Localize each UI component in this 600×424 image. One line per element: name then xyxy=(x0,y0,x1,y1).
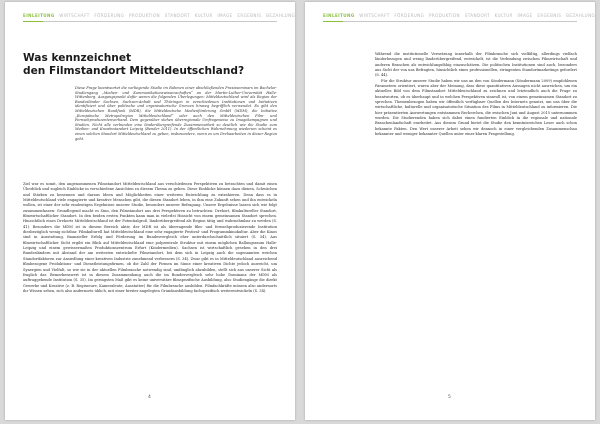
nav-item-foerderung[interactable]: FÖRDERUNG xyxy=(94,13,125,18)
nav-item-kultur[interactable]: KULTUR xyxy=(194,13,213,18)
nav-item-einleitung[interactable]: EINLEITUNG xyxy=(323,13,355,18)
page-title-line-2: den Filmstandort Mitteldeutschland? xyxy=(23,64,245,77)
nav-item-standort[interactable]: STANDORT xyxy=(164,13,190,18)
page-title-line-1: Was kennzeichnet xyxy=(23,52,132,64)
header-rule-accent-right xyxy=(323,21,343,22)
nav-item-einleitung[interactable]: EINLEITUNG xyxy=(23,13,55,18)
body-paragraph: Ziel war es somit, den angenommenen Filmstandort Mitteldeutschland aus verschiedenen Perspektiven zu betrachten und damit einen Überblick und zugleich Einblicke in verschiedene Ansichten zu diesem Thema zu geben. Diese Einblicke können dazu dienen, Schwächen und Stärken zu benennen und daraus Ideen und Möglichkeiten einer weiteren Entwicklung zu extrahieren. Denn dass es in Mitteldeutschland viele engagierte und kreative Menschen gibt, die diesen Standort leben, in ihm eine Zukunft sehen und ihn entwickeln wollen, ist einer der sehr eindeutigen Ergebnisse unserer Studie, besonders unserer Befragung. Unsere Ergebnisse lassen sich wie folgt zusammenfassen: Grundlegend macht es Sinn, den Filmstandort aus drei Perspektiven zu betrachten: Drehort, filmkultureller Standort, filmwirtschaftlicher Standort. In den beiden ersten Punkten kann man in vielerlei Hinsicht von einem gemeinsamen Standort sprechen. Hinsichtlich eines Drehorts Mitteldeutschland ist der Potentialgroß, länderübergreifend als Region tätig und wahrnehmbar zu werden (S. 41). Besonders die MDM ist in diesem Bereich aktiv, der MDR ist als überragende film- und fernsehproduzierende Institution diesbezüglich wenig sichtbar. Filmkulturell hat Mitteldeutschland eine sehr engagierte Festival- und Programmkinokultur. Aber die Kinos sind in Ausstattung, finanzieller Erfolg und Förderung im Bundesvergleich eher unterdurchschnittlich situiert (S. 34). Aus filmwirtschaftlicher Sicht ergibt ein Blick auf Mitteldeutschland eine polyzentrale Struktur mit einem möglichen Ballungsraum Halle-Leipzig und einem gewissermaßen Produktionszentrum Erfurt (Kindermedien). Sachsen ist wirtschaftlich gesehen in den drei Bundesländern mit Abstand der am weitesten entwickelte Filmstandort, bei dem sich in Leipzig auch die sogenannten weichen Standortfaktoren zur Ansiedlung einer kreativen Industrie zunehmend verbessern (S. 34). Zwar gibt es in Mitteldeutschland ausreichend filmbezogene Produktions- und Dienstleistungsfirmen, ob die Zahl der Firmen im Sinne einer kreativen Dichte jedoch ausreicht, um Synergien und Vielfalt, so wie sie in der aktuellen Filmbranche notwendig sind, umfänglich abzubilden, stellt sich aus unserer Sicht als fraglich dar. Bemerkenswert ist in diesem Zusammenhang auch die im Bundesvergleich sehr hohe Dominanz der MDM als auftraggebende Institution (S. 35). Im geringsten Maß gibt es keine universitäre filmspezifische Ausbildung, also Studiengänge die direkt Gewerke und Kreative (z. B. Regisseure, Kameraleute, Ausstatter) für die Filmbranche ausbilden. Filmfachkräfte müssen also andernorts ihr Wissen sehen, sich also andernorts üblich, mit einer breiter angelegten Grundausbildung fachspezifisch weiterentwickeln (S. 34). xyxy=(23,182,277,293)
nav-item-kultur[interactable]: KULTUR xyxy=(494,13,513,18)
header-rule xyxy=(23,21,277,22)
body-text-right xyxy=(375,52,577,138)
chapter-navigation-right xyxy=(323,13,596,21)
nav-item-foerderung[interactable]: FÖRDERUNG xyxy=(394,13,425,18)
nav-item-ergebnis[interactable]: ERGEBNIS xyxy=(237,13,262,18)
nav-item-image[interactable]: IMAGE xyxy=(217,13,233,18)
nav-item-wirtschaft[interactable]: WIRTSCHAFT xyxy=(59,13,90,18)
body-paragraph: Während die institutionelle Vernetzung innerhalb der Filmbranche sich vielfältig, allerdings vielfach länderbezogen und wenig länderübergreifend, entwickelt, ist die Verbindung zwischen Filmwirtschaft und anderen Branchen als entwicklungsfähig einzuschätzen. Die politischen Institutionen sind auch, besonders aus Sicht der von uns Befragten, hinsichtlich eines professionellen, stringenten Standortmarketings gefordert (S. 44). xyxy=(375,52,577,78)
nav-item-bezahlung[interactable]: BEZAHLUNG xyxy=(566,13,596,18)
nav-item-wirtschaft[interactable]: WIRTSCHAFT xyxy=(359,13,390,18)
abstract-text: Diese Frage beantwortet die vorliegende Studie im Rahmen einer abschließenden Praxisseminars im Bachelor-Studiengang „Medien- und Kommunikationswissenschaften“ an der Martin-Luther-Universität Halle-Wittenberg. Ausgangspunkt dafür waren die folgenden Überlegungen: Mitteldeutschland wird als Region der Bundesländer Sachsen, Sachsen-Anhalt und Thüringen in verschiedenen Institutionen und Initiativen identifiziert und über politische und organisatorische Grenzen hinweg begrifflich verwendet. Es gibt den Mitteldeutschen Rundfunk (MDR), die Mitteldeutsche Medienförderung GmbH (MDM), die Initiative „Europäische Metropolregion Mitteldeutschland“ oder auch den Mitteldeutschen Film- und Fernsehproduzentenverband. Dem gegenüber stehen überregionale Umfrageweise zu Imagekampagnen und Studien. Nicht alle verbunden eine länderübergreifende Zusammenarbeit so deutlich wie die Studie zum Medien- und Kreativstandort Leipzig (Bender 2011). In der öffentlichen Wahrnehmung wiederum scheint es einen solchen Standort Mitteldeutschland zu geben, insbesondere, wenn es um Drehaarbeiten in dieser Region geht. xyxy=(75,86,277,141)
page-number-right: 5 xyxy=(448,395,451,400)
nav-item-bezahlung[interactable]: BEZAHLUNG xyxy=(266,13,296,18)
body-paragraph: Für die Struktur unserer Studie haben wir uns an den von Söndermann (Söndermann 2009) empfohlenen Parametern orientiert, waren aber der Meinung, dass diese quantitativen Aussagen nicht ausreichen, um ein aktuelles Bild von dem Filmstandort Mitteldeutschland zu zeichnen und letztendlich auch die Frage zu beantworten, ob es überhaupt und in welchen Perspektiven sinnvoll ist, von einem gemeinsamen Standort zu sprechen. Themenbezogen haben wir öffentlich verfügbare Quellen des Internets genutzt, um uns über die wirtschaftliche, kulturelle und organisatorische Situation des Films in Mitteldeutschland zu informieren. Die hier präsentierten Auswertungen entstammen Recherchen, die zwischen Juni und August 2015 unternommen wurden. Die Studierenden haben sich dabei einen fundierten Einblick in die regionale und nationale Branchenlandschaft erarbeitet. Aus diesem Grund bietet die Studie den kenntnisreichen Leser auch schon bekannte Fakten. Den Wert unserer Arbeit sehen wir dennoch in einer vergleichenden Zusammenschau bekannter und weniger bekannter Quellen unter einer klaren Fragestellung. xyxy=(375,78,577,137)
page-number-left: 4 xyxy=(148,395,151,400)
nav-item-image[interactable]: IMAGE xyxy=(517,13,533,18)
header-rule-right xyxy=(323,21,577,22)
document-page-left xyxy=(5,2,295,420)
nav-item-standort[interactable]: STANDORT xyxy=(464,13,490,18)
header-rule-accent xyxy=(23,21,43,22)
nav-item-produktion[interactable]: PRODUKTION xyxy=(428,13,460,18)
nav-item-produktion[interactable]: PRODUKTION xyxy=(128,13,160,18)
page-title xyxy=(23,52,273,77)
nav-item-ergebnis[interactable]: ERGEBNIS xyxy=(537,13,562,18)
document-page-right xyxy=(305,2,595,420)
body-text-left xyxy=(23,182,277,294)
chapter-navigation xyxy=(23,13,296,21)
